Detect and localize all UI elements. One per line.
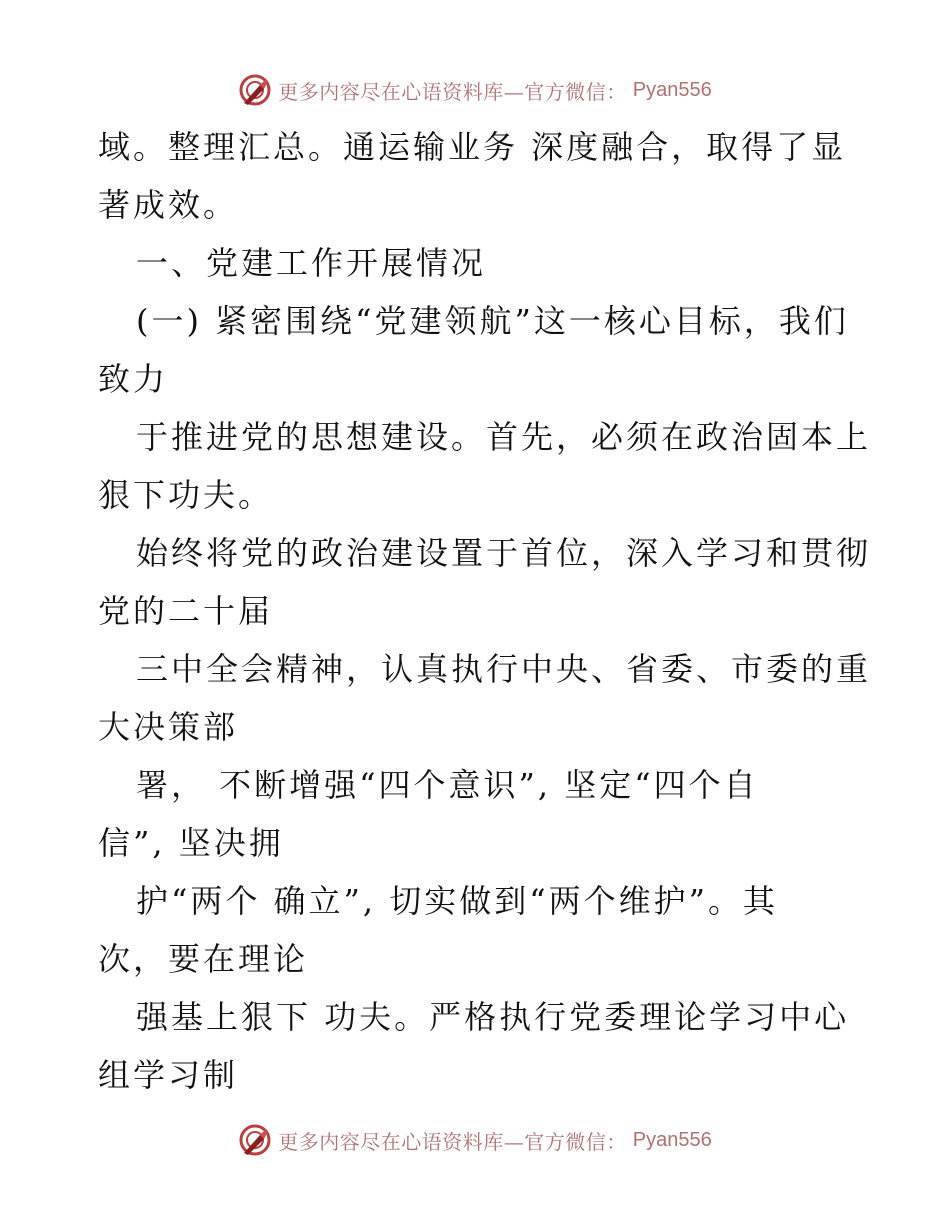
text-line: 信”, 坚决拥 — [98, 824, 284, 862]
text-line: 域。整理汇总。通运输业务 深度融合，取得了显 — [98, 128, 847, 166]
pen-logo-icon — [238, 73, 272, 107]
text-line: 署， 不断增强“四个意识”, 坚定“四个自 — [136, 766, 759, 804]
text-line: (一) 紧密围绕“党建领航”这一核心目标，我们 — [136, 302, 849, 340]
text-line: 护“两个 确立”, 切实做到“两个维护”。其 — [136, 882, 778, 920]
text-line: 著成效。 — [98, 186, 239, 224]
watermark-id: Pyan556 — [632, 78, 712, 101]
text-line: 于推进党的思想建设。首先，必须在政治固本上 — [136, 418, 872, 456]
text-line: 始终将党的政治建设置于首位，深入学习和贯彻 — [136, 534, 872, 572]
text-line: 党的二十届 — [98, 592, 274, 630]
text-line: 三中全会精神，认真执行中央、省委、市委的重 — [136, 650, 872, 688]
pen-logo-icon — [238, 1123, 272, 1157]
watermark-text: 更多内容尽在心语资料库—官方微信： — [278, 79, 627, 104]
document-body — [98, 118, 872, 1104]
text-line: 致力 — [98, 360, 169, 398]
text-line: 狠下功夫。 — [98, 476, 274, 514]
watermark-text: 更多内容尽在心语资料库—官方微信： — [278, 1129, 627, 1154]
text-line: 组学习制 — [98, 1056, 239, 1094]
header-watermark — [0, 70, 950, 110]
footer-watermark — [0, 1120, 950, 1160]
text-line: 次，要在理论 — [98, 940, 309, 978]
section-heading: 一、党建工作开展情况 — [136, 244, 487, 282]
text-line: 大决策部 — [98, 708, 239, 746]
text-line: 强基上狠下 功夫。严格执行党委理论学习中心 — [136, 998, 850, 1036]
watermark-id: Pyan556 — [632, 1128, 712, 1151]
